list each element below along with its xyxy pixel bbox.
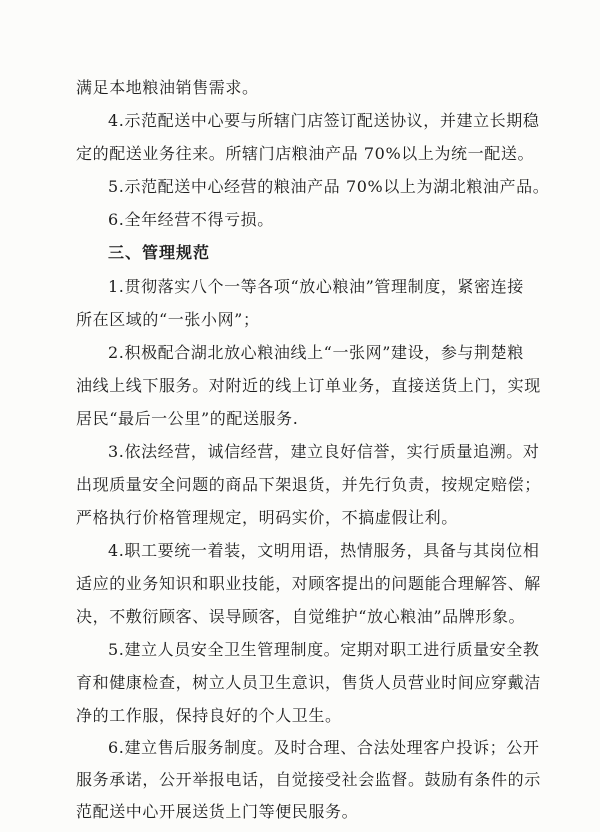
text-line: 服务承诺，公开举报电话，自觉接受社会监督。鼓励有条件的示: [76, 770, 541, 789]
section-heading: 三、管理规范: [108, 243, 211, 262]
text-line: 严格执行价格管理规定，明码实价，不搞虚假让利。: [76, 508, 458, 527]
text-line: 适应的业务知识和职业技能，对顾客提出的问题能合理解答、解: [76, 574, 541, 593]
text-line: 满足本地粮油销售需求。: [76, 78, 259, 97]
text-line: 1.贯彻落实八个一等各项“放心粮油”管理制度，紧密连接: [108, 277, 524, 296]
text-line: 6.建立售后服务制度。及时合理、合法处理客户投诉；公开: [108, 738, 540, 757]
text-line: 4.示范配送中心要与所辖门店签订配送协议，并建立长期稳: [108, 111, 540, 130]
text-line: 净的工作服，保持良好的个人卫生。: [76, 706, 342, 725]
text-line: 决，不敷衍顾客、误导顾客，自觉维护“放心粮油”品牌形象。: [76, 607, 526, 626]
text-line: 5.示范配送中心经营的粮油产品 70%以上为湖北粮油产品。: [108, 177, 550, 196]
text-line: 出现质量安全问题的商品下架退货，并先行负责，按规定赔偿；: [76, 475, 541, 494]
text-line: 5.建立人员安全卫生管理制度。定期对职工进行质量安全教: [108, 640, 540, 659]
text-line: 2.积极配合湖北放心粮油线上“一张网”建设，参与荆楚粮: [108, 343, 524, 362]
text-line: 居民“最后一公里”的配送服务.: [76, 409, 299, 428]
text-line: 育和健康检查，树立人员卫生意识，售货人员营业时间应穿戴洁: [76, 673, 541, 692]
text-line: 3.依法经营，诚信经营，建立良好信誉，实行质量追溯。对: [108, 442, 540, 461]
text-line: 6.全年经营不得亏损。: [108, 210, 274, 229]
text-line: 范配送中心开展送货上门等便民服务。: [76, 802, 359, 821]
text-line: 定的配送业务往来。所辖门店粮油产品 70%以上为统一配送。: [76, 144, 535, 163]
text-line: 4.职工要统一着装，文明用语，热情服务，具备与其岗位相: [108, 541, 540, 560]
text-line: 油线上线下服务。对附近的线上订单业务，直接送货上门，实现: [76, 376, 541, 395]
text-line: 所在区域的“一张小网”；: [76, 310, 260, 329]
